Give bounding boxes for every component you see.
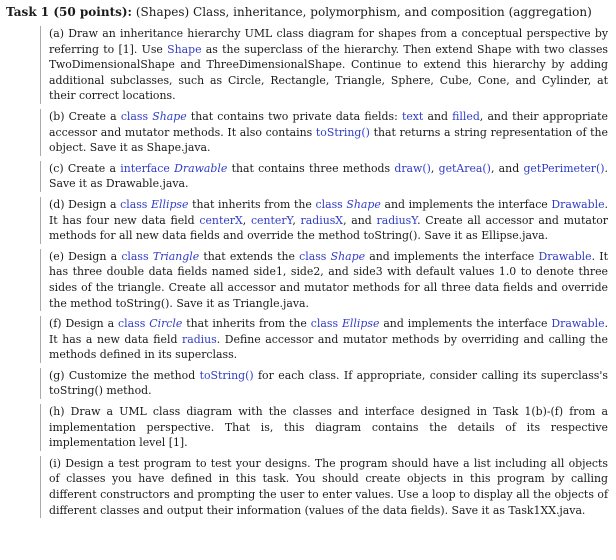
- item-h: [40, 404, 608, 451]
- item-f: [40, 316, 608, 363]
- link-getperimeter[interactable]: getPerimeter(): [523, 161, 605, 175]
- link-getarea[interactable]: getArea(): [438, 161, 491, 175]
- link-circle[interactable]: Circle: [149, 317, 183, 331]
- text: for each class. If appropriate, consider calling its superclass's toString() method.: [49, 368, 608, 398]
- item-e: [40, 249, 608, 311]
- task-subtitle: (Shapes) Class, inheritance, polymorphism, and composition (aggregation): [135, 5, 592, 19]
- link-drawable[interactable]: Drawable: [174, 161, 228, 175]
- link-radiusy[interactable]: radiusY: [376, 213, 418, 227]
- text: and: [423, 109, 453, 123]
- link-drawable[interactable]: Drawable: [551, 197, 605, 211]
- text: , and: [343, 213, 377, 227]
- text: that contains three methods: [227, 161, 395, 175]
- link-shape[interactable]: Shape: [346, 197, 381, 211]
- text: . Create all accessor and mutator methods for all new data fields and override the method toString(). Save it as Ellipse.java.: [49, 213, 608, 243]
- text: (i) Design a test program to test your designs. The program should have a list including all objects of classes you have defined in this task. You should create objects in this program by calling different constructors and prompting the user to enter values. Use a loop to display all the objects of different classes and output their information (values of the data fields). Save it as Task1XX.java.: [49, 456, 608, 517]
- task-heading: [6, 5, 608, 20]
- text: and implements the interface: [365, 249, 539, 263]
- text: . It has three double data fields named side1, side2, and side3 with default values 1.0 to denote three sides of the triangle. Create all accessor and mutator methods for all three data fields and override the method toString(). Save it as Triangle.java.: [49, 249, 608, 310]
- link-centerx[interactable]: centerX: [199, 213, 243, 227]
- text: (f) Design a: [49, 317, 119, 331]
- text: ,: [430, 161, 439, 175]
- link-shape[interactable]: Shape: [167, 42, 202, 56]
- link-drawable[interactable]: Drawable: [551, 317, 605, 331]
- text: that contains two private data fields:: [186, 109, 402, 123]
- link-class[interactable]: class: [315, 197, 343, 211]
- link-tostring[interactable]: toString(): [199, 368, 254, 382]
- link-centery[interactable]: centerY: [250, 213, 293, 227]
- text: (e) Design a: [49, 249, 122, 263]
- item-c: [40, 161, 608, 192]
- text: that returns a string representation of the object. Save it as Shape.java.: [49, 125, 608, 155]
- text: and implements the interface: [380, 197, 552, 211]
- task-title: Task 1 (50 points):: [6, 5, 132, 19]
- text: as the superclass of the hierarchy. Then extend Shape with two classes TwoDimensionalShape and ThreeDimensionalShape. Continue to extend this hierarchy by adding additional subclasses, such as Circle, Rectangle, Triangle, Sphere, Cube, Cone, and Cylinder, at their correct locations.: [49, 42, 608, 103]
- link-drawable[interactable]: Drawable: [538, 249, 592, 263]
- text: (d) Design a: [49, 197, 121, 211]
- link-class[interactable]: class: [310, 317, 339, 331]
- text: (b) Create a: [49, 109, 121, 123]
- text: that extends the: [199, 249, 300, 263]
- text: . Save it as Drawable.java.: [49, 161, 608, 191]
- link-ellipse[interactable]: Ellipse: [151, 197, 189, 211]
- link-shape[interactable]: Shape: [330, 249, 366, 263]
- link-tostring[interactable]: toString(): [315, 125, 370, 139]
- link-filled[interactable]: filled: [452, 109, 480, 123]
- link-interface[interactable]: interface: [120, 161, 170, 175]
- item-a: [40, 26, 608, 104]
- text: (a) Draw an inheritance hierarchy UML class diagram for shapes from a conceptual perspective by referring to [1]. Use: [49, 27, 608, 56]
- text: ,: [242, 213, 251, 227]
- link-class[interactable]: class: [120, 197, 148, 211]
- text: . It has four new data field: [49, 197, 609, 227]
- item-g: [40, 368, 608, 399]
- item-d: [40, 197, 608, 244]
- text: and implements the interface: [379, 317, 552, 331]
- link-class[interactable]: class: [120, 109, 149, 123]
- link-ellipse[interactable]: Ellipse: [341, 317, 380, 331]
- text: that inherits from the: [188, 197, 316, 211]
- text: , and their appropriate accessor and mutator methods. It also contains: [49, 109, 608, 139]
- link-class[interactable]: class: [299, 249, 327, 263]
- link-draw[interactable]: draw(): [394, 161, 431, 175]
- item-i: [40, 456, 608, 518]
- link-shape[interactable]: Shape: [152, 109, 187, 123]
- item-b: [40, 109, 608, 156]
- link-class[interactable]: class: [121, 249, 149, 263]
- link-class[interactable]: class: [118, 317, 146, 331]
- link-radiusx[interactable]: radiusX: [300, 213, 344, 227]
- text: (c) Create a: [49, 161, 121, 175]
- link-radius[interactable]: radius: [182, 332, 217, 346]
- link-text[interactable]: text: [401, 109, 424, 123]
- text: , and: [490, 161, 524, 175]
- text: ,: [292, 213, 301, 227]
- text: . It has a new data field: [49, 317, 609, 346]
- text: (h) Draw a UML class diagram with the classes and interface designed in Task 1(b)-(f) from a implementation perspective. That is, this diagram contains the details of its respective implementation level [1].: [49, 405, 608, 450]
- text: that inherits from the: [182, 317, 311, 331]
- link-triangle[interactable]: Triangle: [152, 249, 200, 263]
- text: (g) Customize the method: [49, 368, 200, 382]
- text: . Define accessor and mutator methods by overriding and calling the methods defined in its superclass.: [49, 332, 608, 362]
